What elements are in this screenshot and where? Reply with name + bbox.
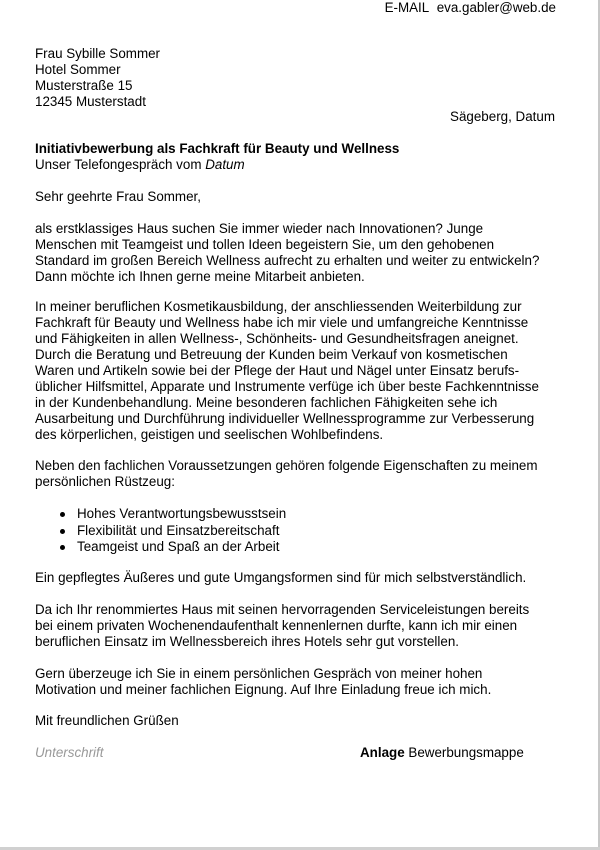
recipient-city: 12345 Musterstadt bbox=[35, 94, 146, 109]
paragraph-line: des körperlichen, geistigen und seelischen Wohlbefindens. bbox=[35, 427, 384, 442]
paragraph-appearance: Ein gepflegtes Äußeres und gute Umgangsformen sind für mich selbstverständlich. bbox=[35, 570, 527, 585]
paragraph-line: persönlichen Rüstzeug: bbox=[35, 474, 175, 489]
paragraph-line: in der Kundenbehandlung. Meine besonderen fachlichen Fähigkeiten sehe ich bbox=[35, 395, 498, 410]
paragraph-qualifications bbox=[35, 299, 560, 443]
paragraph-intro bbox=[35, 221, 560, 285]
paragraph-line: Menschen mit Teamgeist und tollen Ideen begeistern Sie, um den gehobenen bbox=[35, 237, 495, 252]
reference-date: Datum bbox=[205, 157, 245, 172]
recipient-company: Hotel Sommer bbox=[35, 62, 121, 77]
paragraph-line: bei einem privaten Wochenendaufenthalt kennenlernen durfte, kann ich mir einen bbox=[35, 618, 518, 633]
paragraph-traits-intro bbox=[35, 458, 560, 490]
email-value[interactable]: eva.gabler@web.de bbox=[436, 0, 556, 15]
closing: Mit freundlichen Grüßen bbox=[35, 713, 179, 728]
list-item: Hohes Verantwortungsbewusstsein bbox=[60, 506, 286, 523]
reference-prefix: Unser Telefongespräch vom bbox=[35, 157, 202, 172]
paragraph-interview bbox=[35, 666, 560, 698]
recipient-street: Musterstraße 15 bbox=[35, 78, 133, 93]
recipient-name: Frau Sybille Sommer bbox=[35, 46, 161, 61]
signature-placeholder: Unterschrift bbox=[35, 745, 104, 760]
greeting: Sehr geehrte Frau Sommer, bbox=[35, 189, 201, 204]
paragraph-line: Motivation und meiner fachlichen Eignung. Auf Ihre Einladung freue ich mich. bbox=[35, 682, 492, 697]
place-date: Sägeberg, Datum bbox=[450, 109, 555, 124]
paragraph-line: Dann möchte ich Ihnen gerne meine Mitarbeit anbieten. bbox=[35, 269, 365, 284]
attachment-note bbox=[360, 745, 524, 761]
sender-email bbox=[385, 0, 556, 16]
paragraph-line: als erstklassiges Haus suchen Sie immer wieder nach Innovationen? Junge bbox=[35, 221, 484, 236]
paragraph-line: Da ich Ihr renommiertes Haus mit seinen hervorragenden Serviceleistungen bereits bbox=[35, 602, 530, 617]
list-item: Flexibilität und Einsatzbereitschaft bbox=[60, 523, 286, 540]
subject-reference bbox=[35, 157, 399, 173]
paragraph-line: Gern überzeuge ich Sie in einem persönlichen Gespräch von meiner hohen bbox=[35, 666, 483, 681]
paragraph-line: Fachkraft für Beauty und Wellness habe ich mir viele und umfangreiche Kenntnisse bbox=[35, 315, 529, 330]
paragraph-line: Waren und Artikeln sowie bei der Pflege der Haut und Nägel unter Einsatz berufs- bbox=[35, 363, 520, 378]
paragraph-line: Neben den fachlichen Voraussetzungen gehören folgende Eigenschaften zu meinem bbox=[35, 458, 538, 473]
subject-block bbox=[35, 141, 399, 173]
traits-list bbox=[60, 506, 286, 556]
paragraph-hotel bbox=[35, 602, 560, 650]
paragraph-line: Standard im großen Bereich Wellness aufrecht zu erhalten und weiter zu entwickeln? bbox=[35, 253, 540, 268]
list-item: Teamgeist und Spaß an der Arbeit bbox=[60, 539, 286, 556]
attachment-value: Bewerbungsmappe bbox=[408, 745, 524, 760]
paragraph-line: Ausarbeitung und Durchführung individueller Wellnessprogramme zur Verbesserung bbox=[35, 411, 535, 426]
email-label: E-MAIL bbox=[384, 0, 430, 15]
subject-title: Initiativbewerbung als Fachkraft für Beauty und Wellness bbox=[35, 141, 400, 156]
paragraph-line: In meiner beruflichen Kosmetikausbildung, der anschliessenden Weiterbildung zur bbox=[35, 299, 522, 314]
paragraph-line: beruflichen Einsatz im Wellnessbereich ihres Hotels sehr gut vorstellen. bbox=[35, 634, 459, 649]
paragraph-line: üblicher Hilfsmittel, Apparate und Instrumente verfüge ich über beste Fachkenntnisse bbox=[35, 379, 539, 394]
paragraph-line: Durch die Beratung und Betreuung der Kunden beim Verkauf von kosmetischen bbox=[35, 347, 508, 362]
paragraph-line: und Fähigkeiten in allen Wellness-, Schönheits- und Gesundheitsfragen aneignet. bbox=[35, 331, 519, 346]
recipient-address bbox=[35, 46, 160, 110]
attachment-label: Anlage bbox=[360, 745, 405, 760]
